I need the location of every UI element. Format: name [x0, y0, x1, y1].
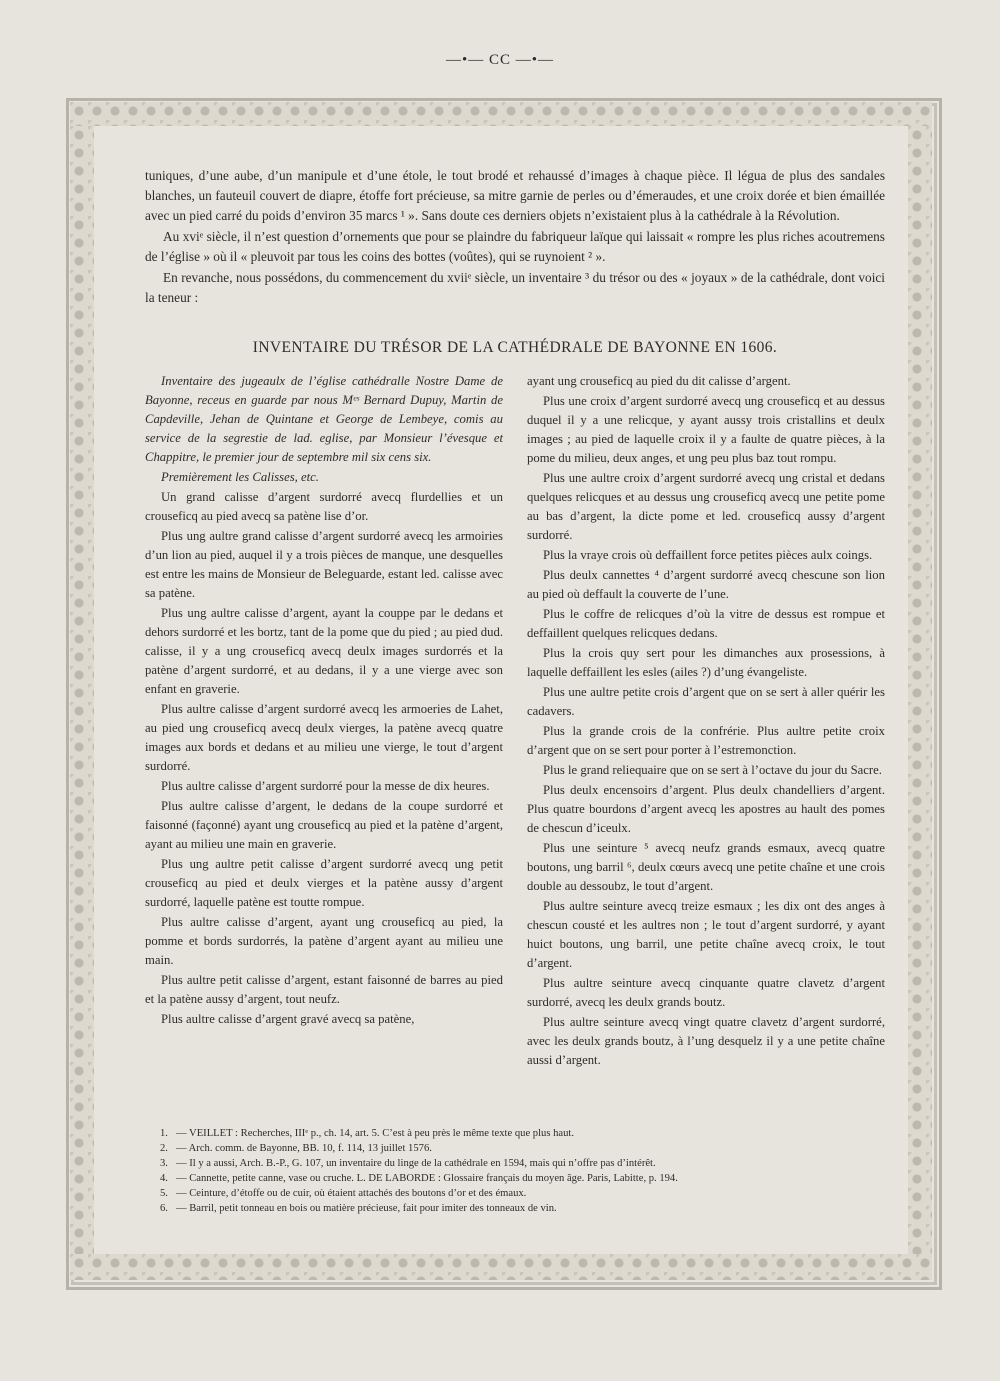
intro-paragraph: Au xviᵉ siècle, il n’est question d’ornements que pour se plaindre du fabriqueur laïque qui laissait « rompre les plus riches acoutremens de l’église » où il « pleuvoit par tous les coins des bottes (voûtes), qui se ruynoient ² ».: [145, 229, 885, 264]
frame-ornament-top: [70, 102, 932, 126]
inventory-entry: Plus une aultre croix d’argent surdorré avecq ung cristal et dedans quelques relicques et au dessus ung crouseficq avecq une petite pome au bas d’argent, la dicte pome et led. crouseficq aussy d’argent surdorré.: [527, 471, 885, 542]
inventory-entry: Plus aultre seinture avecq cinquante quatre clavetz d’argent surdorré, avecq les deulx grands boutz.: [527, 976, 885, 1009]
inventory-entry: Plus aultre petit calisse d’argent, estant faisonné de barres au pied et la patène aussy d’argent, tout neufz.: [145, 973, 503, 1006]
inventory-entry: Plus aultre calisse d’argent, le dedans de la coupe surdorré et faisonné (façonné) ayant ung crouseficq au pied et la patène d’argent, ayant au milieu une main en graverie.: [145, 799, 503, 851]
inventory-entry: Plus deulx cannettes ⁴ d’argent surdorré avecq chescune son lion au pied où deffault la couverte de l’une.: [527, 568, 885, 601]
inventory-entry: Plus la crois quy sert pour les dimanches aux prosessions, à laquelle deffaillent les esles (ailes ?) d’ung évangeliste.: [527, 646, 885, 679]
footnote-number: 5.: [160, 1188, 168, 1199]
footnote-number: 3.: [160, 1158, 168, 1169]
inventory-entry: ayant ung crouseficq au pied du dit calisse d’argent.: [527, 374, 791, 388]
footnote-number: 1.: [160, 1128, 168, 1139]
inventory-preamble: Inventaire des jugeaulx de l’église cathédralle Nostre Dame de Bayonne, receus en guarde par nous Mᵉˢ Bernard Dupuy, Martin de Capdeville, Jehan de Quintane et George de Lembeye, comis au service de la segrestie de lad. eglise, par Monsieur l’évesque et Chappitre, le premier jour de septembre mil six cens six.: [145, 374, 503, 464]
footnote-number: 6.: [160, 1203, 168, 1214]
footnote-text: — Barril, petit tonneau en bois ou matière précieuse, fait pour imiter des tonneaux de vin.: [176, 1203, 557, 1214]
inventory-entry: Plus deulx encensoirs d’argent. Plus deulx chandelliers d’argent. Plus quatre bourdons d’argent avecq les apostres au hault des pomes de chescun d’iceulx.: [527, 783, 885, 835]
inventory-entry: Plus le coffre de relicques d’où la vitre de dessus est rompue et deffaillent quelques relicques dedans.: [527, 607, 885, 640]
footnotes: [160, 1126, 860, 1216]
inventory-entry: Plus une seinture ⁵ avecq neufz grands esmaux, avecq quatre boutons, ung barril ⁶, deulx cœurs avecq une petite chaîne et une crois double au dessoubz, le tout d’argent.: [527, 841, 885, 893]
footnote: [160, 1171, 860, 1186]
footnote-number: 4.: [160, 1173, 168, 1184]
inventory-entry: Plus aultre seinture avecq vingt quatre clavetz d’argent surdorré, avec les deulx grands boutz, à l’ung desquelz il y a une petite chaîne aussi d’argent.: [527, 1015, 885, 1067]
footnote-text: — Il y a aussi, Arch. B.-P., G. 107, un inventaire du linge de la cathédrale en 1594, mais qui n’offre pas d’intérêt.: [176, 1158, 656, 1169]
inventory-heading: INVENTAIRE DU TRÉSOR DE LA CATHÉDRALE DE BAYONNE EN 1606.: [252, 339, 778, 356]
inventory-entry: Plus aultre calisse d’argent surdorré avecq les armoeries de Lahet, au pied ung crouseficq avecq deulx vierges, la patène avecq quatre images aux bords et dedans et au milieu une vierge, le tout d’argent surdorré.: [145, 702, 503, 773]
left-column: [145, 372, 503, 1071]
intro-text: [145, 166, 885, 308]
footnote: [160, 1156, 860, 1171]
frame-ornament-left: [70, 126, 94, 1254]
inventory-entry: Plus une aultre petite crois d’argent que on se sert à aller quérir les cadavers.: [527, 685, 885, 718]
page-folio: —•— CC —•—: [445, 52, 554, 68]
inventory-entry: Plus le grand reliequaire que on se sert à l’octave du jour du Sacre.: [543, 763, 882, 777]
frame-ornament-right: [908, 126, 932, 1254]
footnote-number: 2.: [160, 1143, 168, 1154]
footnote-text: — Ceinture, d’étoffe ou de cuir, où étaient attachés des boutons d’or et des émaux.: [176, 1188, 527, 1199]
intro-paragraph: En revanche, nous possédons, du commencement du xviiᵉ siècle, un inventaire ³ du trésor ou des « joyaux » de la cathédrale, dont voici la teneur :: [145, 270, 885, 305]
inventory-entry: Plus la vraye crois où deffaillent force petites pièces aulx coings.: [543, 548, 873, 562]
footnote-text: — Cannette, petite canne, vase ou cruche. L. DE LABORDE : Glossaire français du moyen âge. Paris, Labitte, p. 194.: [176, 1173, 678, 1184]
inventory-entry: Plus ung aultre calisse d’argent, ayant la couppe par le dedans et dehors surdorré et les bortz, tant de la pome que du pied ; au pied dud. calisse, il y a ung crouseficq avecq deulx images surdorrés et la patène d’argent surdorré, et au dedans, il y a une vierge avec son enfant en graverie.: [145, 606, 503, 696]
inventory-section-title: Premièrement les Calisses, etc.: [161, 470, 319, 484]
inventory-entry: Plus aultre calisse d’argent gravé avecq sa patène,: [161, 1012, 415, 1026]
inventory-entry: Plus ung aultre grand calisse d’argent surdorré avecq les armoiries d’un lion au pied, auquel il y a trois pièces de manque, une desquelles est entre les mains de Monsieur de Beleguarde, estant led. calisse avec sa patène.: [145, 529, 503, 600]
inventory-entry: Plus ung aultre petit calisse d’argent surdorré avecq ung petit crouseficq au pied et deulx vierges et la patène aussy d’argent surdorré, laquelle patène est toutte rompue.: [145, 857, 503, 909]
inventory-columns: [145, 372, 885, 1071]
inventory-entry: Un grand calisse d’argent surdorré avecq flurdellies et un crouseficq au pied avecq sa patène lise d’or.: [145, 490, 503, 523]
footnote-text: — Arch. comm. de Bayonne, BB. 10, f. 114, 13 juillet 1576.: [176, 1143, 432, 1154]
inventory-entry: Plus aultre calisse d’argent surdorré pour la messe de dix heures.: [161, 779, 490, 793]
footnote-text: — VEILLET : Recherches, IIIᵉ p., ch. 14, art. 5. C’est à peu près le même texte que plus haut.: [176, 1128, 574, 1139]
page-content: [145, 166, 885, 1071]
footnote: [160, 1126, 860, 1141]
footnote: [160, 1186, 860, 1201]
right-column: [527, 372, 885, 1071]
inventory-entry: Plus une croix d’argent surdorré avecq ung crouseficq et au dessus duquel il y a une relicque, y ayant aussy trois cristallins et deulx images ; au pied de laquelle croix il y a faulte de quatre pièces, à la pome du milieu, deux anges, et ung peu plus baz tout rompu.: [527, 394, 885, 465]
intro-paragraph: tuniques, d’une aube, d’un manipule et d’une étole, le tout brodé et rehaussé d’images à chaque pièce. Il légua de plus des sandales blanches, un fauteuil couvert de diapre, étoffe fort précieuse, sa mitre garnie de perles ou d’émeraudes, et une croix dorée et bien émaillée avec un pied carré du poids d’environ 35 marcs ¹ ». Sans doute ces derniers objets n’existaient plus à la cathédrale à la Révolution.: [145, 168, 885, 223]
inventory-entry: Plus la grande crois de la confrérie. Plus aultre petite croix d’argent que on se sert pour porter à l’estremonction.: [527, 724, 885, 757]
inventory-entry: Plus aultre calisse d’argent, ayant ung crouseficq au pied, la pomme et bords surdorrés, la patène d’argent ayant au milieu une main.: [145, 915, 503, 967]
inventory-entry: Plus aultre seinture avecq treize esmaux ; les dix ont des anges à chescun cousté et les aultres non ; le tout d’argent surdorré, y ayant huict boutons, ung barril, une petite chaîne avecq croix, le tout d’argent.: [527, 899, 885, 970]
footnote: [160, 1201, 860, 1216]
frame-ornament-bottom: [70, 1254, 932, 1280]
footnote: [160, 1141, 860, 1156]
